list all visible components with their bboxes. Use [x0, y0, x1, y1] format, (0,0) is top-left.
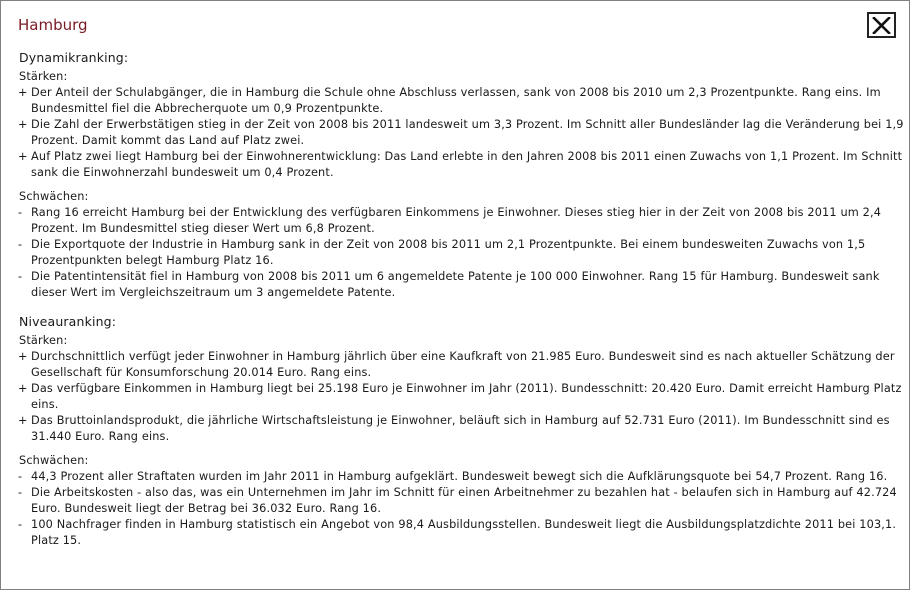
item-text: Das Bruttoinlandsprodukt, die jährliche Wirtschaftsleistung je Einwohner, beläuft sich in Hamburg auf 52.731 Euro (2011). Im Bundesschnitt sind es 31.440 Euro. Rang eins.	[31, 414, 890, 443]
item-text: 100 Nachfrager finden in Hamburg statistisch ein Angebot von 98,4 Ausbildungsstellen. Bundesweit liegt die Ausbildungsplatzdichte 2011 bei 103,1. Platz 15.	[31, 518, 897, 547]
list-item	[18, 205, 906, 237]
plus-marker: +	[18, 118, 28, 131]
item-text: Die Exportquote der Industrie in Hamburg sank in der Zeit von 2008 bis 2011 um 2,1 Prozentpunkte. Bei einem bundesweiten Zuwachs von 1,5 Prozentpunkten belegt Hamburg Platz 16.	[31, 238, 866, 267]
minus-marker: -	[18, 206, 23, 219]
item-text: Durchschnittlich verfügt jeder Einwohner in Hamburg jährlich über eine Kaufkraft von 21.985 Euro. Bundesweit sind es nach aktueller Schätzung der Gesellschaft für Konsumforschung 20.014 Euro. Rang eins.	[31, 350, 895, 379]
item-text: 44,3 Prozent aller Straftaten wurden im Jahr 2011 in Hamburg aufgeklärt. Bundesweit bewegt sich die Aufklärungsquote bei 54,7 Prozent. Rang 16.	[31, 470, 888, 483]
list-item	[18, 381, 906, 413]
item-text: Die Patentintensität fiel in Hamburg von 2008 bis 2011 um 6 angemeldete Patente je 100 000 Einwohner. Rang 15 für Hamburg. Bundesweit sank dieser Wert im Vergleichszeitraum um 3 angemeldete Patente.	[31, 270, 880, 299]
plus-marker: +	[18, 150, 28, 163]
list-item	[18, 485, 906, 517]
minus-marker: -	[18, 486, 23, 499]
plus-marker: +	[18, 350, 28, 363]
section-heading: Dynamikranking:	[19, 50, 129, 65]
section-niveauranking	[18, 313, 906, 549]
plus-marker: +	[18, 382, 28, 395]
list-item	[18, 117, 906, 149]
item-text: Die Zahl der Erwerbstätigen stieg in der Zeit von 2008 bis 2011 landesweit um 3,3 Prozent. Im Schnitt aller Bundesländer lag die Veränderung bei 1,9 Prozent. Damit kommt das Land auf Platz zwei.	[31, 118, 904, 147]
plus-marker: +	[18, 414, 28, 427]
section-dynamikranking	[18, 49, 906, 301]
group-label: Stärken:	[19, 70, 68, 83]
group-staerken	[18, 69, 906, 181]
item-text: Der Anteil der Schulabgänger, die in Hamburg die Schule ohne Abschluss verlassen, sank von 2008 bis 2010 um 2,3 Prozentpunkte. Rang eins. Im Bundesmittel fiel die Abbrecherquote um 0,9 Prozentpunkte.	[31, 86, 881, 115]
list-item	[18, 269, 906, 301]
group-label: Schwächen:	[19, 454, 89, 467]
list-item	[18, 85, 906, 117]
section-heading: Niveauranking:	[19, 314, 117, 329]
list-item	[18, 413, 906, 445]
list-item	[18, 349, 906, 381]
list-item	[18, 237, 906, 269]
group-staerken	[18, 333, 906, 445]
plus-marker: +	[18, 86, 28, 99]
group-label: Schwächen:	[19, 190, 89, 203]
dialog-content	[18, 49, 906, 549]
item-text: Rang 16 erreicht Hamburg bei der Entwicklung des verfügbaren Einkommens je Einwohner. Dieses stieg hier in der Zeit von 2008 bis 2011 um 2,4 Prozent. Im Bundesmittel stieg dieser Wert um 6,8 Prozent.	[31, 206, 882, 235]
minus-marker: -	[18, 270, 23, 283]
list-item	[18, 149, 906, 181]
group-schwaechen	[18, 453, 906, 549]
close-button[interactable]	[867, 12, 896, 38]
list-item	[18, 469, 906, 485]
group-schwaechen	[18, 189, 906, 301]
minus-marker: -	[18, 470, 23, 483]
item-text: Das verfügbare Einkommen in Hamburg liegt bei 25.198 Euro je Einwohner im Jahr (2011). Bundesschnitt: 20.420 Euro. Damit erreicht Hamburg Platz eins.	[31, 382, 902, 411]
dialog-title: Hamburg	[18, 16, 88, 34]
minus-marker: -	[18, 518, 23, 531]
close-icon	[872, 17, 891, 34]
item-text: Auf Platz zwei liegt Hamburg bei der Einwohnerentwicklung: Das Land erlebte in den Jahren 2008 bis 2011 einen Zuwachs von 1,1 Prozent. Im Schnitt sank die Einwohnerzahl bundesweit um 0,4 Prozent.	[31, 150, 903, 179]
list-item	[18, 517, 906, 549]
item-text: Die Arbeitskosten - also das, was ein Unternehmen im Jahr im Schnitt für einen Arbeitnehmer zu bezahlen hat - belaufen sich in Hamburg auf 42.724 Euro. Bundesweit liegt der Betrag bei 36.032 Euro. Rang 16.	[31, 486, 897, 515]
minus-marker: -	[18, 238, 23, 251]
group-label: Stärken:	[19, 334, 68, 347]
